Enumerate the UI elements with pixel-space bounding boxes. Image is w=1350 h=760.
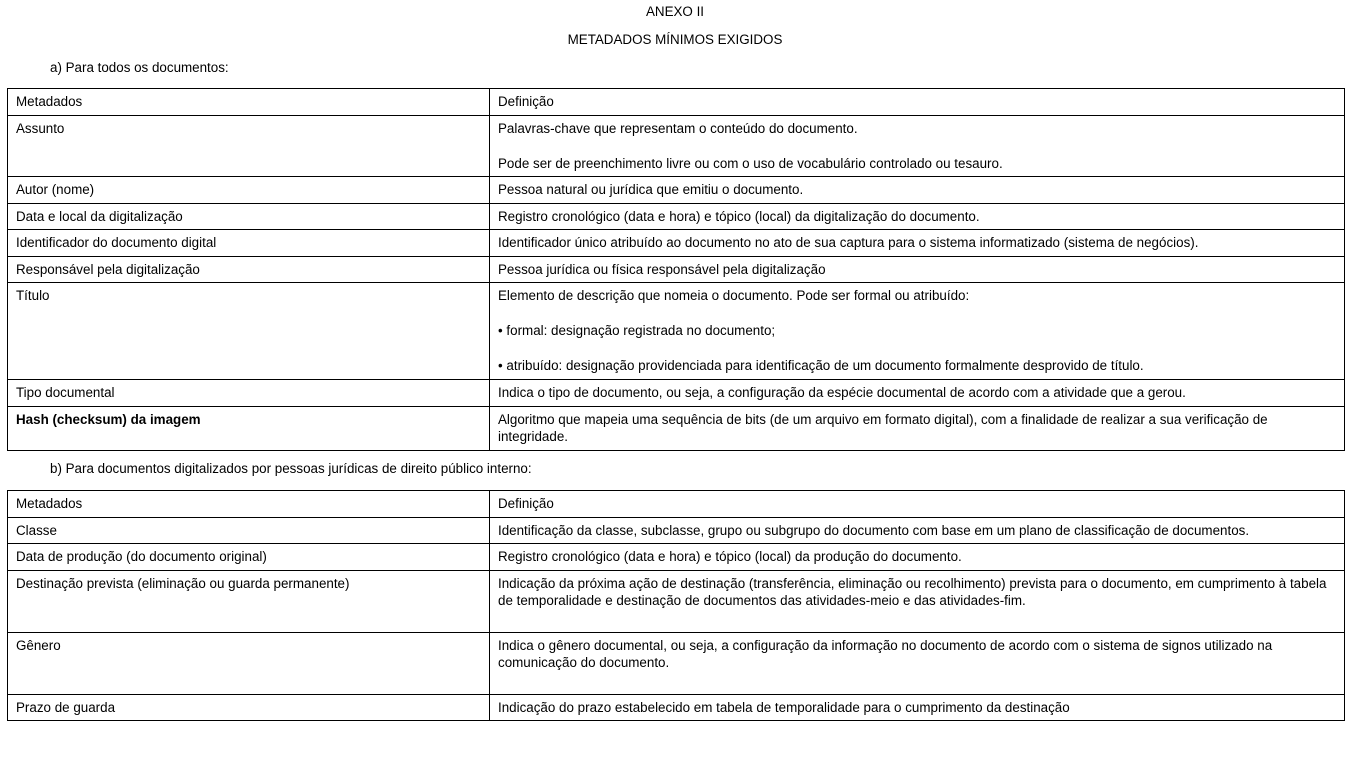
column-header-metadata: Metadados [8, 89, 490, 116]
metadata-cell: Assunto [8, 115, 490, 177]
column-header-definition: Definição [490, 89, 1345, 116]
document-title: METADADOS MÍNIMOS EXIGIDOS [567, 32, 783, 47]
table-row [8, 570, 1345, 632]
annex-heading: ANEXO II [645, 4, 705, 19]
definition-cell: Algoritmo que mapeia uma sequência de bits (de um arquivo em formato digital), com a finalidade de realizar a sua verificação de integridade. [490, 406, 1345, 450]
metadata-cell: Prazo de guarda [8, 694, 490, 721]
definition-cell [490, 283, 1345, 380]
table-row [8, 283, 1345, 380]
metadata-cell: Gênero [8, 632, 490, 694]
table-header-row [8, 491, 1345, 518]
section-a-label: a) Para todos os documentos: [50, 60, 229, 75]
metadata-cell: Identificador do documento digital [8, 230, 490, 257]
definition-cell: Identificador único atribuído ao documento no ato de sua captura para o sistema informatizado (sistema de negócios). [490, 230, 1345, 257]
column-header-metadata: Metadados [8, 491, 490, 518]
definition-cell: Registro cronológico (data e hora) e tópico (local) da produção do documento. [490, 544, 1345, 571]
metadata-table-b [7, 490, 1345, 721]
table-row [8, 694, 1345, 721]
definition-line: Pode ser de preenchimento livre ou com o uso de vocabulário controlado ou tesauro. [498, 155, 1003, 171]
definition-cell: Registro cronológico (data e hora) e tópico (local) da digitalização do documento. [490, 203, 1345, 230]
definition-cell: Identificação da classe, subclasse, grupo ou subgrupo do documento com base em um plano de classificação de documentos. [490, 517, 1345, 544]
column-header-definition: Definição [490, 491, 1345, 518]
table-row [8, 544, 1345, 571]
table-row [8, 406, 1345, 450]
table-row [8, 380, 1345, 407]
definition-line: • atribuído: designação providenciada para identificação de um documento formalmente desprovido de título. [498, 358, 1144, 373]
metadata-cell: Data e local da digitalização [8, 203, 490, 230]
metadata-cell: Hash (checksum) da imagem [8, 406, 490, 450]
definition-line: Elemento de descrição que nomeia o documento. Pode ser formal ou atribuído: [498, 288, 970, 303]
definition-cell: Indica o tipo de documento, ou seja, a configuração da espécie documental de acordo com a atividade que a gerou. [490, 380, 1345, 407]
table-row [8, 177, 1345, 204]
table-row [8, 632, 1345, 694]
metadata-cell: Classe [8, 517, 490, 544]
table-row [8, 256, 1345, 283]
table-row [8, 203, 1345, 230]
definition-cell: Pessoa natural ou jurídica que emitiu o documento. [490, 177, 1345, 204]
definition-cell: Pessoa jurídica ou física responsável pela digitalização [490, 256, 1345, 283]
definition-cell: Indica o gênero documental, ou seja, a configuração da informação no documento de acordo com o sistema de signos utilizado na comunicação do documento. [490, 632, 1345, 694]
metadata-table-a [7, 88, 1345, 451]
table-row [8, 115, 1345, 177]
section-b-label: b) Para documentos digitalizados por pessoas jurídicas de direito público interno: [50, 461, 532, 476]
definition-line: Palavras-chave que representam o conteúdo do documento. [498, 120, 858, 136]
definition-cell: Indicação do prazo estabelecido em tabela de temporalidade para o cumprimento da destinação [490, 694, 1345, 721]
metadata-cell: Destinação prevista (eliminação ou guarda permanente) [8, 570, 490, 632]
metadata-cell: Título [8, 283, 490, 380]
metadata-cell: Data de produção (do documento original) [8, 544, 490, 571]
metadata-cell: Autor (nome) [8, 177, 490, 204]
definition-cell [490, 115, 1345, 177]
definition-cell: Indicação da próxima ação de destinação (transferência, eliminação ou recolhimento) prevista para o documento, em cumprimento à tabela de temporalidade e destinação de documentos das atividades-meio e das atividades-fim. [490, 570, 1345, 632]
metadata-cell: Responsável pela digitalização [8, 256, 490, 283]
table-row [8, 517, 1345, 544]
table-header-row [8, 89, 1345, 116]
table-row [8, 230, 1345, 257]
metadata-cell: Tipo documental [8, 380, 490, 407]
definition-line: • formal: designação registrada no documento; [498, 323, 776, 338]
